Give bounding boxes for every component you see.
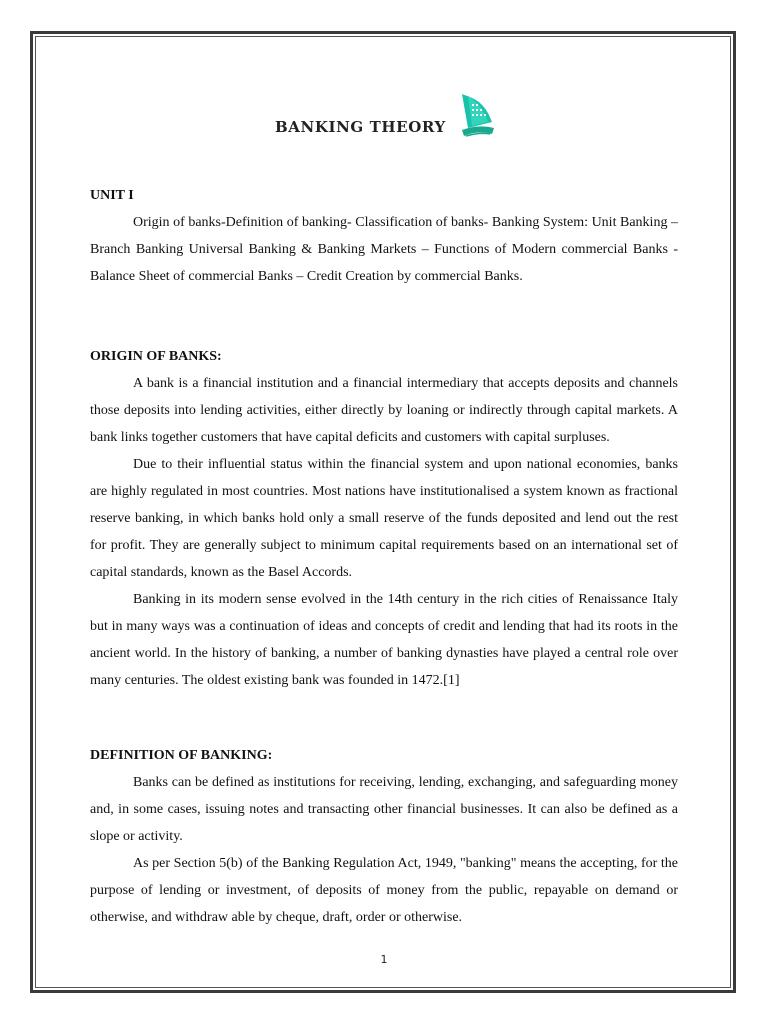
origin-paragraph-2: Due to their influential status within the financial system and upon national economies, banks are highly regulated in most countries. Most nations have institutionalised a system known as fractional reserve banking, in which banks hold only a small reserve of the funds deposited and lend out the rest for profit. They are generally subject to minimum capital requirements based on an international set of capital standards, known as the Basel Accords. [90,457,678,580]
origin-section [90,343,678,694]
origin-heading: ORIGIN OF BANKS: [90,349,222,364]
unit-section [90,182,678,290]
definition-paragraph-1: Banks can be defined as institutions for receiving, lending, exchanging, and safeguarding money and, in some cases, issuing notes and transacting other financial businesses. It can also be defined as a slope or activity. [90,775,678,844]
title-row [90,92,678,142]
document-title: BANKING THEORY [275,118,446,136]
definition-paragraph-2: As per Section 5(b) of the Banking Regulation Act, 1949, "banking" means the accepting, for the purpose of lending or investment, of deposits of money from the public, repayable on demand or otherwise, and withdraw able by cheque, draft, order or otherwise. [90,856,678,925]
definition-section [90,742,678,931]
unit-text: Origin of banks-Definition of banking- Classification of banks- Banking System: Unit Banking – Branch Banking Universal Banking & Banking Markets – Functions of Modern commercial Banks - Balance Sheet of commercial Banks – Credit Creation by commercial Banks. [90,215,678,284]
definition-heading: DEFINITION OF BANKING: [90,748,273,763]
page-number: 1 [380,953,388,966]
building-logo-icon [458,92,498,140]
origin-paragraph-1: A bank is a financial institution and a financial intermediary that accepts deposits and channels those deposits into lending activities, either directly by loaning or indirectly through capital markets. A bank links together customers that have capital deficits and customers with capital surpluses. [90,376,678,445]
unit-heading: UNIT I [90,188,134,203]
origin-paragraph-3: Banking in its modern sense evolved in the 14th century in the rich cities of Renaissance Italy but in many ways was a continuation of ideas and concepts of credit and lending that had its roots in the ancient world. In the history of banking, a number of banking dynasties have played a central role over many centuries. The oldest existing bank was founded in 1472.[1] [90,592,678,688]
